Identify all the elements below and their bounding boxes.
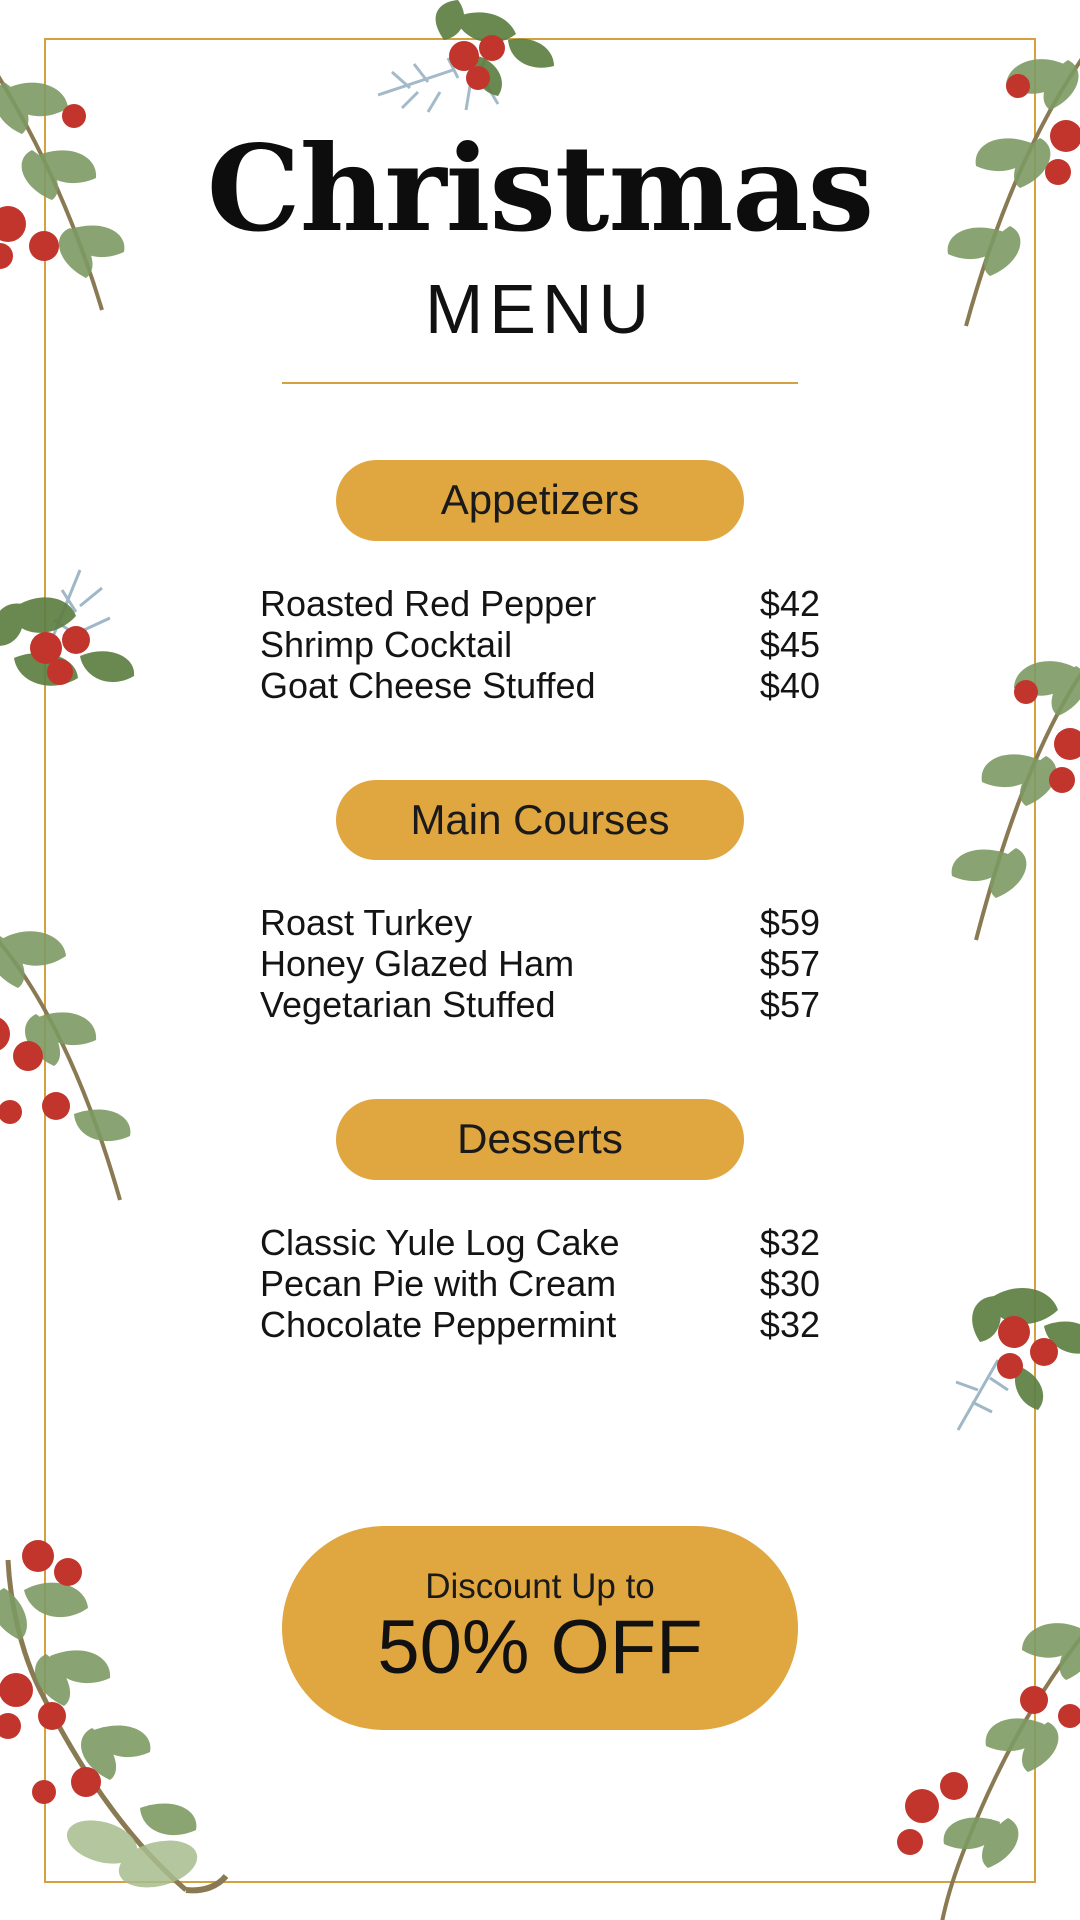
menu-item bbox=[260, 1304, 820, 1345]
menu-item bbox=[260, 902, 820, 943]
menu-item-price: $57 bbox=[759, 984, 820, 1026]
menu-item bbox=[260, 943, 820, 984]
section-heading-main-courses: Main Courses bbox=[336, 780, 744, 861]
menu-item bbox=[260, 624, 820, 665]
berry-branch-bottom-left-icon bbox=[0, 1520, 250, 1920]
menu-item-name: Vegetarian Stuffed bbox=[260, 984, 556, 1026]
discount-label: Discount Up to bbox=[425, 1566, 655, 1606]
menu-item bbox=[260, 1263, 820, 1304]
menu-item bbox=[260, 583, 820, 624]
menu-item bbox=[260, 984, 820, 1025]
header-divider bbox=[282, 382, 798, 384]
page-title: Christmas bbox=[206, 119, 874, 258]
menu-item-list-appetizers bbox=[260, 583, 820, 706]
discount-value: 50% OFF bbox=[377, 1605, 703, 1691]
menu-item-price: $42 bbox=[759, 582, 820, 624]
menu-item-list-desserts bbox=[260, 1222, 820, 1345]
menu-item-price: $59 bbox=[759, 902, 820, 944]
menu-item bbox=[260, 1222, 820, 1263]
menu-item-name: Chocolate Peppermint bbox=[260, 1303, 617, 1345]
menu-item-name: Roast Turkey bbox=[260, 902, 473, 944]
menu-item-price: $32 bbox=[759, 1303, 820, 1345]
menu-item-name: Goat Cheese Stuffed bbox=[260, 664, 596, 706]
menu-section-appetizers bbox=[0, 460, 1080, 706]
menu-item bbox=[260, 665, 820, 706]
menu-item-name: Classic Yule Log Cake bbox=[260, 1221, 620, 1263]
section-heading-wrap bbox=[0, 460, 1080, 541]
section-spacer bbox=[0, 1025, 1080, 1099]
section-heading-wrap bbox=[0, 1099, 1080, 1180]
menu-sections bbox=[0, 460, 1080, 1345]
section-heading-desserts: Desserts bbox=[336, 1099, 744, 1180]
discount-badge bbox=[282, 1526, 798, 1730]
menu-item-price: $45 bbox=[759, 623, 820, 665]
menu-item-price: $57 bbox=[759, 943, 820, 985]
menu-section-desserts bbox=[0, 1099, 1080, 1345]
menu-item-price: $32 bbox=[759, 1221, 820, 1263]
menu-item-price: $40 bbox=[759, 664, 820, 706]
menu-item-name: Shrimp Cocktail bbox=[260, 623, 513, 665]
menu-header bbox=[0, 119, 1080, 384]
page-subtitle: MENU bbox=[424, 270, 656, 348]
berry-branch-bottom-right-icon bbox=[888, 1590, 1080, 1920]
section-heading-wrap bbox=[0, 780, 1080, 861]
menu-item-price: $30 bbox=[759, 1262, 820, 1304]
menu-item-name: Pecan Pie with Cream bbox=[260, 1262, 617, 1304]
menu-item-list-main-courses bbox=[260, 902, 820, 1025]
menu-item-name: Honey Glazed Ham bbox=[260, 943, 575, 985]
menu-item-name: Roasted Red Pepper bbox=[260, 582, 597, 624]
section-heading-appetizers: Appetizers bbox=[336, 460, 744, 541]
menu-section-main-courses bbox=[0, 780, 1080, 1026]
section-spacer bbox=[0, 706, 1080, 780]
